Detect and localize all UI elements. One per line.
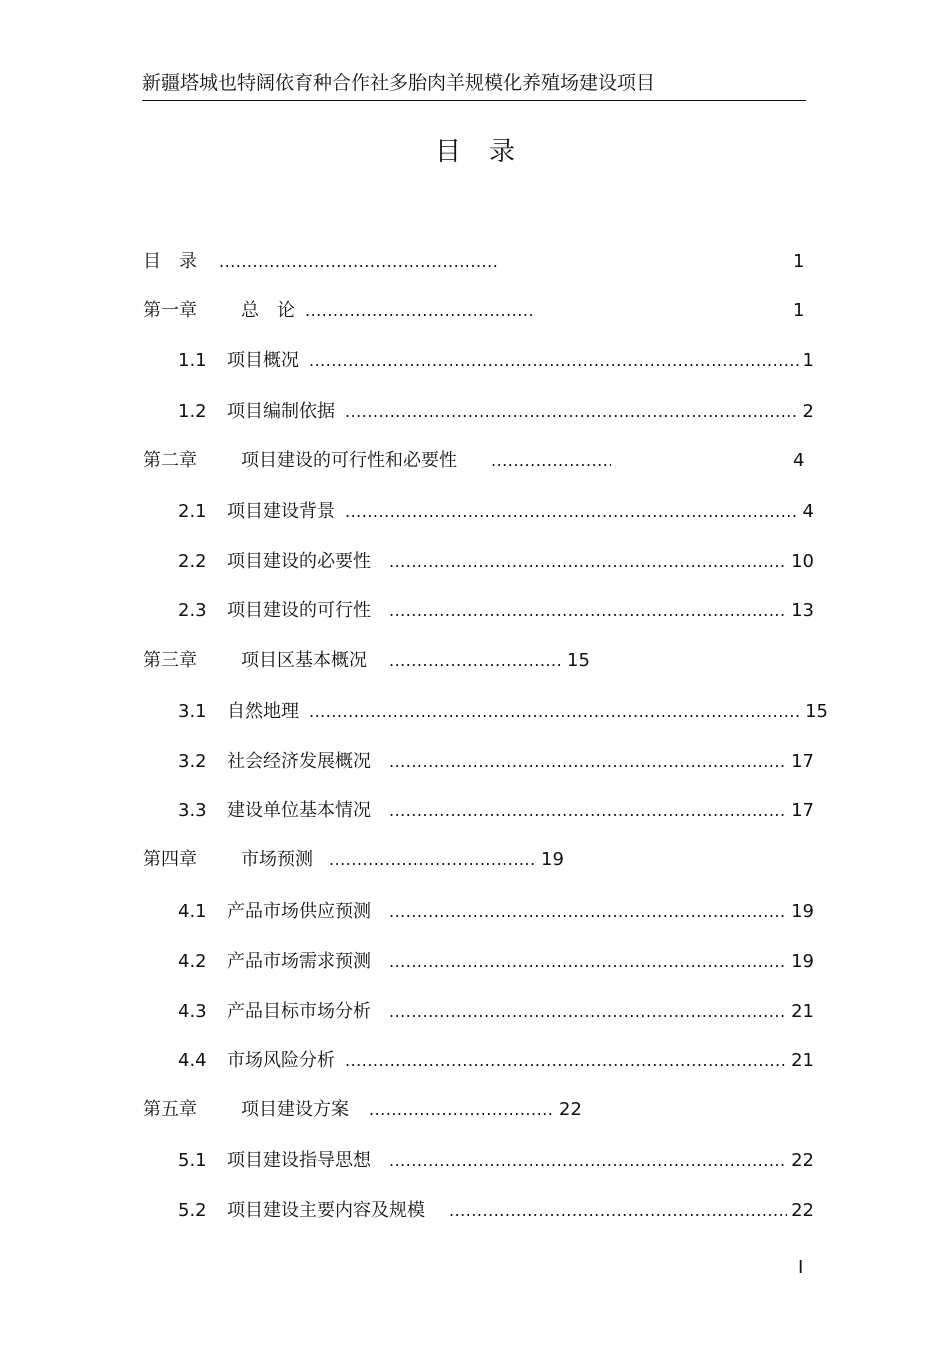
page-number: I xyxy=(798,1257,804,1278)
toc-entry-page: 22 xyxy=(791,1200,814,1221)
toc-entry-title: 自然地理 xyxy=(227,701,299,722)
toc-entry-number: 1.2 xyxy=(178,401,207,422)
toc-entry-section-3-2[interactable] xyxy=(178,748,814,776)
toc-entry-section-4-2[interactable] xyxy=(178,948,814,976)
toc-leader xyxy=(345,1047,787,1075)
toc-entry-page: 4 xyxy=(793,450,805,471)
toc-title: 目录 xyxy=(434,137,543,167)
toc-entry-title: 产品市场需求预测 xyxy=(227,951,371,972)
toc-entry-page: 1 xyxy=(802,350,814,371)
running-header: 新疆塔城也特阔依育种合作社多胎肉羊规模化养殖场建设项目 xyxy=(142,68,806,101)
toc-entry-title: 建设单位基本情况 xyxy=(227,800,371,821)
toc-entry-section-4-4[interactable] xyxy=(178,1047,814,1075)
toc-entry-number: 第三章 xyxy=(143,650,197,671)
toc-entry-section-2-1[interactable] xyxy=(178,498,814,526)
toc-entry-section-2-2[interactable] xyxy=(178,548,814,576)
toc-entry-title: 社会经济发展概况 xyxy=(227,751,371,772)
toc-entry-title: 产品目标市场分析 xyxy=(227,1001,371,1022)
toc-entry-section-1-1[interactable] xyxy=(178,347,814,375)
toc-leader xyxy=(389,797,787,825)
toc-entry-section-3-3[interactable] xyxy=(178,797,814,825)
toc-entry-page: 22 xyxy=(791,1150,814,1171)
toc-leader xyxy=(389,597,787,625)
toc-leader xyxy=(305,297,535,325)
toc-entry-section-5-1[interactable] xyxy=(178,1147,814,1175)
toc-entry-title: 产品市场供应预测 xyxy=(227,901,371,922)
toc-leader xyxy=(369,1096,555,1124)
toc-entry-section-4-1[interactable] xyxy=(178,898,814,926)
toc-leader xyxy=(389,548,787,576)
toc-leader xyxy=(389,998,787,1026)
toc-entry-contents[interactable] xyxy=(143,248,503,276)
toc-leader xyxy=(219,248,499,276)
toc-entry-section-3-1[interactable] xyxy=(178,698,828,726)
toc-entry-number: 目 录 xyxy=(143,251,197,272)
toc-leader xyxy=(345,398,799,426)
toc-entry-number: 4.3 xyxy=(178,1001,207,1022)
toc-leader xyxy=(491,447,611,475)
toc-entry-title: 项目建设的可行性和必要性 xyxy=(241,450,457,471)
toc-entry-title: 项目建设背景 xyxy=(227,501,335,522)
toc-entry-page: 21 xyxy=(791,1050,814,1071)
toc-entry-number: 4.1 xyxy=(178,901,207,922)
toc-entry-title: 项目建设方案 xyxy=(241,1099,349,1120)
toc-entry-number: 4.4 xyxy=(178,1050,207,1071)
toc-entry-page: 17 xyxy=(791,800,814,821)
toc-leader xyxy=(345,498,799,526)
toc-entry-chapter-5[interactable] xyxy=(143,1096,623,1124)
toc-entry-page: 19 xyxy=(791,901,814,922)
toc-entry-chapter-2[interactable] xyxy=(143,447,683,475)
toc-leader xyxy=(329,846,537,874)
toc-entry-page: 15 xyxy=(567,650,590,671)
toc-leader xyxy=(389,1147,787,1175)
toc-entry-section-1-2[interactable] xyxy=(178,398,814,426)
toc-entry-chapter-1[interactable] xyxy=(143,297,563,325)
toc-entry-title: 项目建设指导思想 xyxy=(227,1150,371,1171)
toc-entry-section-2-3[interactable] xyxy=(178,597,814,625)
toc-entry-title: 项目区基本概况 xyxy=(241,650,367,671)
toc-entry-section-4-3[interactable] xyxy=(178,998,814,1026)
toc-entry-page: 1 xyxy=(793,251,805,272)
toc-entry-number: 3.3 xyxy=(178,800,207,821)
toc-entry-number: 5.1 xyxy=(178,1150,207,1171)
toc-entry-chapter-3[interactable] xyxy=(143,647,643,675)
toc-entry-number: 2.1 xyxy=(178,501,207,522)
toc-entry-number: 4.2 xyxy=(178,951,207,972)
toc-entry-page: 13 xyxy=(791,600,814,621)
toc-leader xyxy=(449,1197,787,1225)
toc-entry-page: 19 xyxy=(541,849,564,870)
toc-entry-number: 第二章 xyxy=(143,450,197,471)
toc-leader xyxy=(389,898,787,926)
toc-entry-number: 第一章 xyxy=(143,300,197,321)
toc-entry-page: 19 xyxy=(791,951,814,972)
toc-entry-number: 第四章 xyxy=(143,849,197,870)
toc-entry-title: 项目编制依据 xyxy=(227,401,335,422)
toc-leader xyxy=(389,748,787,776)
toc-leader xyxy=(389,948,787,976)
toc-entry-title: 市场预测 xyxy=(241,849,313,870)
toc-entry-number: 5.2 xyxy=(178,1200,207,1221)
toc-entry-title: 项目建设的可行性 xyxy=(227,600,371,621)
toc-entry-number: 第五章 xyxy=(143,1099,197,1120)
toc-entry-page: 1 xyxy=(793,300,805,321)
toc-entry-number: 2.3 xyxy=(178,600,207,621)
toc-entry-title: 总 论 xyxy=(241,300,295,321)
toc-entry-title: 项目建设的必要性 xyxy=(227,551,371,572)
toc-entry-page: 22 xyxy=(559,1099,582,1120)
toc-entry-title: 市场风险分析 xyxy=(227,1050,335,1071)
toc-entry-section-5-2[interactable] xyxy=(178,1197,814,1225)
toc-entry-number: 3.2 xyxy=(178,751,207,772)
toc-entry-number: 2.2 xyxy=(178,551,207,572)
toc-entry-title: 项目建设主要内容及规模 xyxy=(227,1200,425,1221)
toc-entry-page: 15 xyxy=(805,701,828,722)
toc-entry-page: 4 xyxy=(802,501,814,522)
toc-entry-page: 10 xyxy=(791,551,814,572)
toc-leader xyxy=(309,347,799,375)
toc-entry-page: 2 xyxy=(802,401,814,422)
toc-entry-page: 17 xyxy=(791,751,814,772)
toc-leader xyxy=(389,647,563,675)
toc-entry-title: 项目概况 xyxy=(227,350,299,371)
toc-entry-chapter-4[interactable] xyxy=(143,846,603,874)
toc-entry-number: 3.1 xyxy=(178,701,207,722)
toc-entry-page: 21 xyxy=(791,1001,814,1022)
toc-entry-number: 1.1 xyxy=(178,350,207,371)
toc-leader xyxy=(309,698,801,726)
